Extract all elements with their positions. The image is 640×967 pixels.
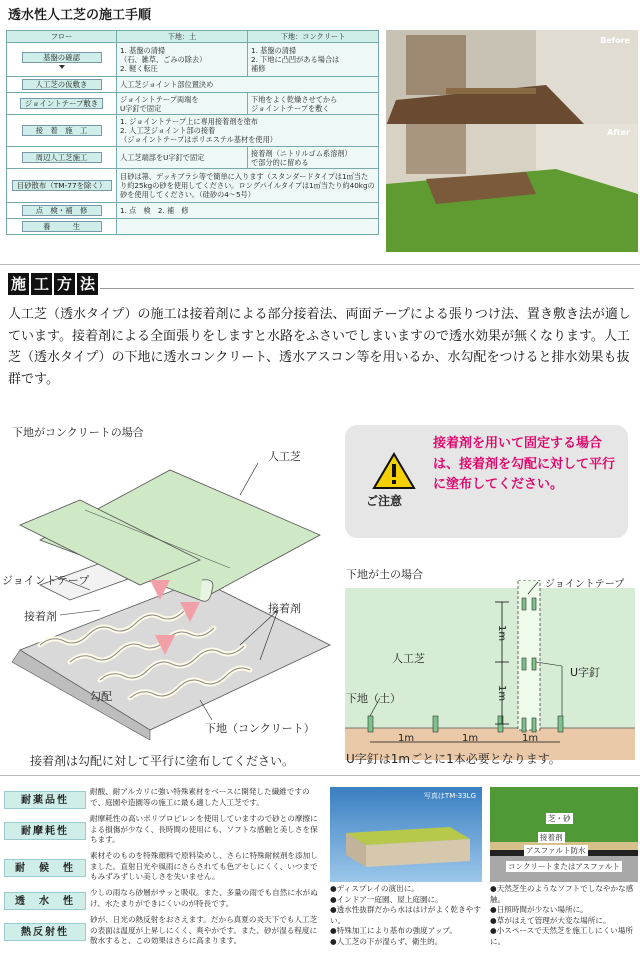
flow-step: 人工芝の仮敷き <box>22 79 102 90</box>
label-joint-tape: ジョイントテープ <box>2 574 90 587</box>
dimension-label: 1m <box>496 685 507 702</box>
property-label: 透 水 性 <box>4 892 86 910</box>
property-label: 耐摩耗性 <box>4 822 86 840</box>
table-row <box>7 169 379 203</box>
property-desc: 少しの雨なら砂層がサッと吸収。また、多量の雨でも自然に水がぬけ、水たまりができにくいのが特長です。 <box>90 888 318 908</box>
table-cell: 1. 基盤の清掃 2. 下地に凸凹がある場合は 補修 <box>248 43 379 77</box>
soil-diagram-title: 下地が土の場合 <box>346 568 423 581</box>
procedure-table <box>6 30 379 235</box>
after-label: After <box>607 128 630 137</box>
list-item: ●ディスプレイの演出に。 <box>330 884 419 893</box>
table-cell: 1. ジョイントテープ上に専用接着剤を塗布 2. 人工芝ジョイント部の接着 （ジョイントテープはポリエステル基材を使用） <box>117 115 379 147</box>
heading-char: 方 <box>54 273 75 295</box>
arrow-down-icon <box>59 65 65 69</box>
heading-char: 工 <box>31 273 52 295</box>
list-item: ●透水性抜群だから水ははけがよく乾きやすい。 <box>330 905 481 925</box>
table-cell: 下地をよく乾燥させてから ジョイントテープを敷く <box>248 93 379 115</box>
table-row <box>7 203 379 219</box>
divider <box>0 775 640 776</box>
property-desc: 砂が、日光の熱反射をおさえます。だから真夏の炎天下でも人工芝の表面は温度が上昇しにくく、爽やかです。また、砂が湿る程度に散水すると、この効果はさらに高まります。 <box>90 915 318 945</box>
table-row <box>7 115 379 147</box>
before-label: Before <box>600 36 630 45</box>
flow-step: 点 検・補 修 <box>22 205 102 216</box>
label-slope: 勾配 <box>90 690 112 703</box>
property-label: 耐薬品性 <box>4 791 86 809</box>
sample-bullets <box>330 884 488 947</box>
sample-photo-caption: 写真はTM-33LG <box>423 792 476 800</box>
list-item: ●草がはえて管理が大変な場所に。 <box>490 915 611 925</box>
header-concrete: 下地：コンクリート <box>248 31 379 43</box>
flow-step: ジョイントテープ敷き <box>20 98 103 109</box>
dimension-label: 1m <box>398 733 415 744</box>
soil-label-base: 下地（土） <box>346 692 401 705</box>
table-row <box>7 219 379 235</box>
table-cell <box>117 219 379 235</box>
concrete-caption: 接着剤は勾配に対して平行に塗布してください。 <box>30 754 295 768</box>
table-cell: 1. 基盤の清掃 （石、雑草、ごみの除去） 2. 軽く転圧 <box>117 43 248 77</box>
table-cell: 人工芝ジョイント部位置決め <box>117 77 379 93</box>
intro-paragraph: 人工芝（透水タイプ）の施工は接着剤による部分接着法、両面テープによる張りつけ法、置き敷き法が適しています。接着剤による全面張りをしますと水路をふさいでしまいますので透水効果が無くなります。人工芝（透水タイプ）の下地に透水コンクリート、透水アスコン等を用いるか、水勾配をつけると排水効果も抜群です。 <box>8 307 631 387</box>
flow-step: 基盤の確認 <box>22 52 102 63</box>
cross-section-bullets <box>490 884 638 947</box>
caution-label: ご注意 <box>366 494 403 508</box>
heading-char: 法 <box>77 273 98 295</box>
heading-char: 施 <box>8 273 29 295</box>
property-desc: 素材そのものを特殊顔料で原料染めし、さらに特殊耐候剤を添加しました。直射日光や風雨にさらされても色アセしにくく、いつまでもみずみずしい美しさを失いません。 <box>90 851 318 881</box>
table-row <box>7 147 379 169</box>
dimension-label: 1m <box>522 733 539 744</box>
table-cell: 人工芝端部をU字釘で固定 <box>117 147 248 169</box>
soil-label-joint-tape: ジョイントテープ <box>545 579 625 590</box>
dimension-label: 1m <box>462 733 479 744</box>
flow-step: 養 生 <box>22 221 102 232</box>
page-title: 透水性人工芝の施工手順 <box>8 8 152 23</box>
divider <box>0 264 640 265</box>
table-row <box>7 93 379 115</box>
table-row <box>7 43 379 77</box>
dimension-label: 1m <box>496 625 507 642</box>
section-heading <box>8 273 100 295</box>
table-cell: ジョイントテープ両端を U字釘で固定 <box>117 93 248 115</box>
flow-step: 接 着 施 工 <box>22 125 102 136</box>
header-soil: 下地：土 <box>117 31 248 43</box>
list-item: ●日照時間が少ない場所に。 <box>490 905 588 914</box>
table-header-row <box>7 31 379 43</box>
cross-section-image <box>490 787 638 882</box>
label-turf: 人工芝 <box>268 450 301 463</box>
sample-photo <box>330 787 482 882</box>
label-waterproof: アスファルト防水 <box>526 846 586 855</box>
label-adhesive: 接着剤 <box>540 833 563 842</box>
after-photo <box>386 124 638 252</box>
list-item: ●特殊加工により基布の強度アップ。 <box>330 926 457 935</box>
label-base: コンクリートまたはアスファルト <box>508 862 620 871</box>
table-row <box>7 77 379 93</box>
property-desc: 耐酸、耐アルカリに強い特殊素材をベースに開発した繊維ですので、庭園や造園等の施工に最も適した人工芝です。 <box>90 787 310 807</box>
property-label: 熱反射性 <box>4 923 86 941</box>
table-cell: 目砂は箒、デッキブラシ等で簡単に入ります（スタンダードタイプは1㎡当たり約25kgの砂を使用してください。ロングパイルタイプは1㎡当たり約40kgの砂を使用してください。（硅砂の4〜5号） <box>117 169 379 203</box>
table-cell: 接着剤（ニトリルゴム系溶剤） で部分的に留める <box>248 147 379 169</box>
property-label: 耐 候 性 <box>4 859 86 877</box>
warning-icon <box>372 452 416 490</box>
label-base: 下地（コンクリート） <box>205 722 315 735</box>
label-adhesive: 接着剤 <box>24 610 57 623</box>
soil-caption: U字釘は1mごとに1本必要となります。 <box>346 752 561 766</box>
list-item: ●インドア一庭園、屋上庭園に。 <box>330 894 443 904</box>
divider <box>100 288 634 289</box>
table-cell: 1. 点 検 2. 補 修 <box>117 203 379 219</box>
concrete-diagram-title: 下地がコンクリートの場合 <box>12 426 144 439</box>
label-adhesive: 接着剤 <box>268 602 301 615</box>
caution-text: 接着剤を用いて固定する場合は、接着剤を勾配に対して平行に塗布してください。 <box>433 436 616 492</box>
soil-label-u-nail: U字釘 <box>570 666 601 679</box>
header-flow: フロー <box>7 31 117 43</box>
property-desc: 耐摩耗性の高いポリプロピレンを使用していますので砂との摩擦による損傷が少なく、長時間の使用にも、ソフトな感触と美しさを保ちます。 <box>90 814 318 844</box>
flow-step: 目砂散布（TM-77を除く） <box>12 180 112 191</box>
soil-label-turf: 人工芝 <box>392 652 425 665</box>
concrete-diagram <box>0 440 340 740</box>
label-sand: 芝・砂 <box>548 814 571 823</box>
list-item: ●人工芝の下が湿らず、衛生的。 <box>330 936 443 946</box>
list-item: ●小スペースで天然芝を施工しにくい場所に。 <box>490 926 633 946</box>
flow-step: 周辺人工芝施工 <box>22 152 102 163</box>
list-item: ●天然芝生のようなソフトでしなやかな感触。 <box>490 884 634 904</box>
